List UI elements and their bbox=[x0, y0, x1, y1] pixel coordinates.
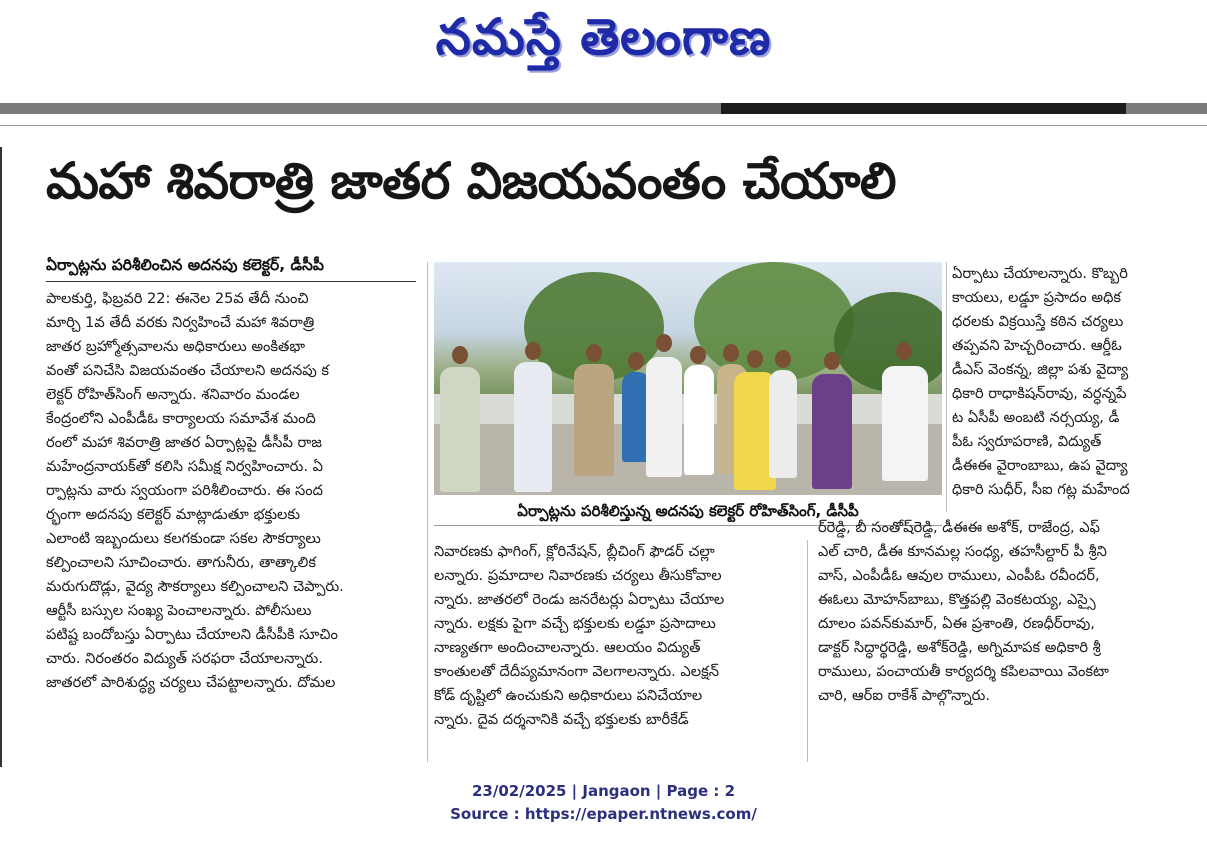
article-column-1 bbox=[46, 287, 420, 695]
article-line: మార్చి 1వ తేదీ వరకు నిర్వహించే మహా శివరాత్రి bbox=[46, 314, 315, 331]
article-line: ఈఓలు మోహన్‌బాబు, కొత్తపల్లి వెంకటయ్య, ఎస్సై bbox=[818, 591, 1096, 608]
article-line: వంతో పనిచేసి విజయవంతం చేయాలని అదనపు క bbox=[46, 362, 330, 379]
article-photo bbox=[434, 262, 942, 495]
article-line: కోడ్ దృష్టిలో ఉంచుకుని అధికారులు పనిచేయాల bbox=[434, 687, 703, 704]
article-line: న్నారు. దైవ దర్శనానికి వచ్చే భక్తులకు బారీకేడ్ bbox=[434, 711, 689, 728]
article-headline: మహా శివరాత్రి జాతర విజయవంతం చేయాలి bbox=[46, 152, 897, 210]
article-line: ర్భంగా అదనపు కలెక్టర్ మాట్లాడుతూ భక్తులకు bbox=[46, 506, 301, 523]
article-line: తప్పవని హెచ్చరించారు. ఆర్డీఓ bbox=[952, 337, 1122, 354]
article-line: ఏర్పాటు చేయాలన్నారు. కొబ్బరి bbox=[952, 265, 1128, 282]
article-line: కేంద్రంలోని ఎంపీడీఓ కార్యాలయ సమావేశ మంది bbox=[46, 410, 316, 427]
article-line: లన్నారు. ప్రమాదాల నివారణకు చర్యలు తీసుకోవాల bbox=[434, 567, 722, 584]
article-line: రాములు, పంచాయతీ కార్యదర్శి కపిలవాయి వెంకటా bbox=[818, 663, 1109, 680]
article-line: మహేంద్రనాయక్‌తో కలిసి సమీక్ష నిర్వహించారు. ఏ bbox=[46, 458, 323, 475]
article-line: ర్పాట్లను వారు స్వయంగా పరిశీలించారు. ఈ సంద bbox=[46, 482, 323, 499]
article-line: ఎలాంటి ఇబ్బందులు కలగకుండా సకల సౌకర్యాలు bbox=[46, 530, 321, 547]
article-line: ఆర్టీసీ బస్సుల సంఖ్య పెంచాలన్నారు. పోలీసులు bbox=[46, 602, 312, 619]
article-line: లెక్టర్ రోహిత్‌సింగ్ అన్నారు. శనివారం మండల bbox=[46, 386, 300, 403]
article-line: కాయలు, లడ్డూ ప్రసాదం అధిక bbox=[952, 289, 1121, 306]
article-line: వాస్, ఎంపీడీఓ ఆవుల రాములు, ఎంపీఓ రవీందర్, bbox=[818, 567, 1100, 584]
article-line: పీఓ స్వరూపరాణి, విద్యుత్ bbox=[952, 433, 1102, 450]
article-column-3-continued bbox=[818, 516, 1202, 708]
article-line: పటిష్ట బందోబస్తు ఏర్పాటు చేయాలని డీసీపీకి సూచిం bbox=[46, 626, 338, 643]
footer-date-edition: 23/02/2025 | Jangaon | Page : 2 bbox=[471, 782, 736, 800]
page-footer bbox=[0, 780, 1207, 826]
article-line: డీఎస్ వెంకన్న, జిల్లా పశు వైద్యా bbox=[952, 361, 1129, 378]
masthead-rule-dark bbox=[721, 103, 1126, 114]
article-line: ధికారి రాధాకిషన్‌రావు, వర్ధన్నపే bbox=[952, 385, 1127, 402]
article-column-3 bbox=[952, 262, 1202, 502]
article-line: చారి, ఆర్ఐ రాకేశ్ పాల్గొన్నారు. bbox=[818, 687, 990, 704]
divider bbox=[0, 125, 1207, 126]
article-line: ఎల్ చారి, డీఈ కూనమల్ల సంధ్య, తహసీల్దార్ పీ శ్రీని bbox=[818, 543, 1107, 560]
article-line: రంలో మహా శివరాత్రి జాతర ఏర్పాట్లపై డీసీపీ రాజ bbox=[46, 434, 322, 451]
article-line: ర్‌రెడ్డి, బీ సంతోష్‌రెడ్డి, డీఈఈ అశోక్, రాజేంద్ర, ఎఫ్ bbox=[818, 519, 1101, 536]
column-divider bbox=[427, 262, 428, 762]
article-line: కల్పించాలని సూచించారు. తాగునీరు, తాత్కాలిక bbox=[46, 554, 316, 571]
article-line: నాణ్యతగా అందించాలన్నారు. ఆలయం విద్యుత్ bbox=[434, 639, 701, 656]
article-line: ధికారి సుధీర్, సీఐ గట్ల మహేంద bbox=[952, 481, 1130, 498]
margin-line bbox=[0, 147, 2, 767]
footer-source: Source : https://epaper.ntnews.com/ bbox=[450, 805, 757, 823]
article-line: డీఈఈ వైరాంబాబు, ఉప వైద్యా bbox=[952, 457, 1128, 474]
photo-caption: ఏర్పాట్లను పరిశీలిస్తున్న అదనపు కలెక్టర్ రోహిత్‌సింగ్, డీసీపీ bbox=[434, 497, 942, 526]
column-divider bbox=[807, 540, 808, 762]
masthead bbox=[0, 0, 1207, 100]
article-line: డాక్టర్ సిద్ధార్థరెడ్డి, అశోక్‌రెడ్డి, అగ్నిమాపక అధికారి శ్రీ bbox=[818, 639, 1101, 656]
article-line: న్నారు. లక్షకు పైగా వచ్చే భక్తులకు లడ్డూ ప్రసాదాలు bbox=[434, 615, 716, 632]
article-column-2 bbox=[434, 540, 794, 732]
newspaper-title: నమస్తే తెలంగాణ bbox=[435, 8, 772, 66]
article-line: పాలకుర్తి, ఫిబ్రవరి 22: ఈనెల 25వ తేదీ నుంచి bbox=[46, 290, 309, 307]
article-line: మరుగుదొడ్లు, వైద్య సౌకర్యాలు కల్పించాలని చెప్పారు. bbox=[46, 578, 344, 595]
article-line: జాతరలో పారిశుద్ధ్య చర్యలు చేపట్టాలన్నారు. దోమల bbox=[46, 674, 336, 691]
article-line: దూలం పవన్‌కుమార్, ఏఈ ప్రశాంతి, రణధీర్‌రావు, bbox=[818, 615, 1095, 632]
article-subhead: ఏర్పాట్లను పరిశీలించిన అదనపు కలెక్టర్, డీసీపీ bbox=[46, 256, 416, 282]
article-line: ధరలకు విక్రయిస్తే కఠిన చర్యలు bbox=[952, 313, 1124, 330]
column-divider bbox=[946, 262, 947, 512]
article-line: జాతర బ్రహ్మోత్సవాలను అధికారులు అంకితభా bbox=[46, 338, 306, 355]
article-line: నివారణకు ఫాగింగ్, క్లోరినేషన్, బ్లీచింగ్ ఫౌడర్ చల్లా bbox=[434, 543, 715, 560]
article-line: ట ఏసీపీ అంబటి నర్సయ్య, డీ bbox=[952, 409, 1120, 426]
article-line: కాంతులతో దేదీప్యమానంగా వెలగాలన్నారు. ఎలక్షన్ bbox=[434, 663, 720, 680]
article-line: చారు. నిరంతరం విద్యుత్ సరఫరా చేయాలన్నారు. bbox=[46, 650, 323, 667]
article-line: న్నారు. జాతరలో రెండు జనరేటర్లు ఏర్పాటు చేయాల bbox=[434, 591, 725, 608]
